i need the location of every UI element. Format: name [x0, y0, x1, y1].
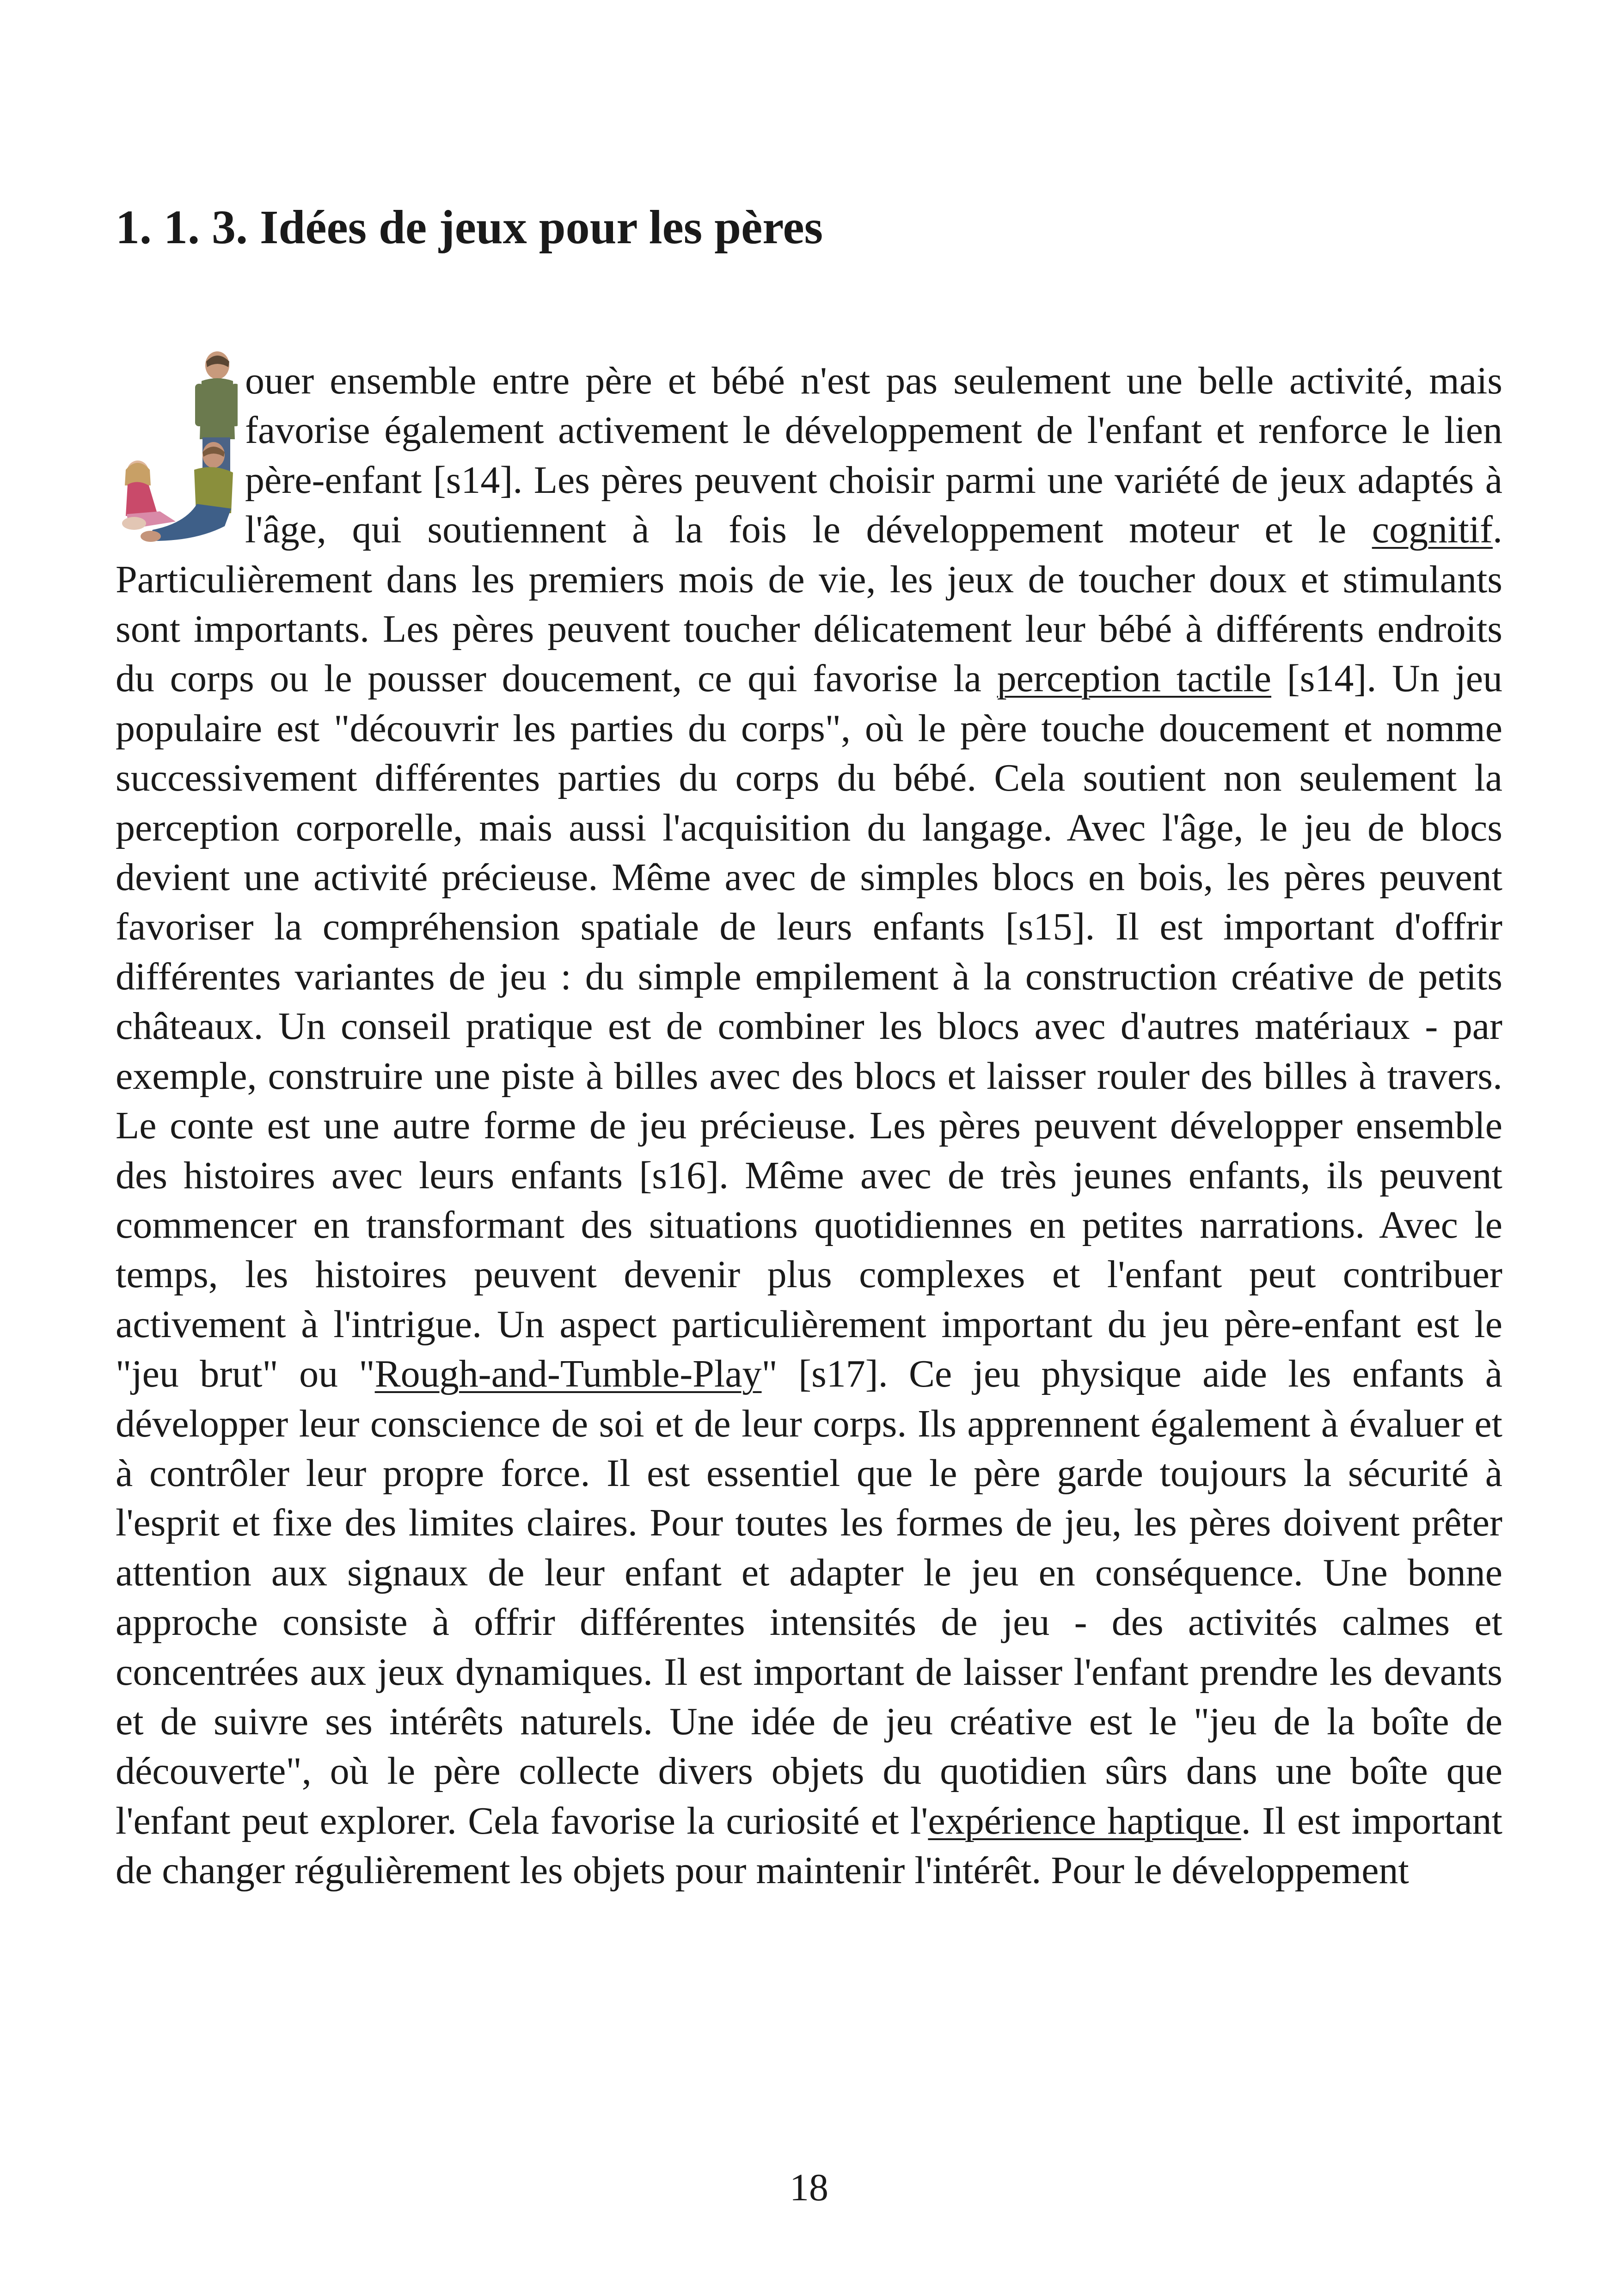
link-experience-haptique[interactable]: expérience haptique — [928, 1799, 1241, 1842]
paragraph-text-4: " [s17]. Ce jeu physique aide les enfants à développer leur conscience de soi et de leur corps. Ils apprennent également à évaluer et à contrôler leur propre force. Il est essentiel que le père garde toujours la sécurité à l'esprit et fixe des limites claires. Pour toutes les formes de jeu, les pères doivent prêter attention aux signaux de leur enfant et adapter le jeu en conséquence. Une bonne approche consiste à offrir différentes intensités de jeu - des activités calmes et concentrées aux jeux dynamiques. Il est important de laisser l'enfant prendre les devants et de suivre ses intérêts naturels. Une idée de jeu créative est le "jeu de la boîte de découverte", où le père collecte divers objets du quotidien sûrs dans une boîte que l'enfant peut explorer. Cela favorise la curiosité et l' — [116, 1352, 1502, 1842]
page-number: 18 — [790, 2166, 828, 2209]
link-perception-tactile[interactable]: perception tactile — [997, 657, 1272, 700]
link-cognitif[interactable]: cognitif — [1372, 508, 1493, 552]
dropcap-j-photo — [116, 351, 238, 550]
link-rough-and-tumble-play[interactable]: Rough-and-Tumble-Play — [374, 1352, 762, 1396]
body-paragraph — [116, 356, 1502, 1896]
paragraph-text-3: [s14]. Un jeu populaire est "découvrir les parties du corps", où le père touche doucement et nomme successivement différentes parties du corps du bébé. Cela soutient non seulement la perception corporelle, mais aussi l'acquisition du langage. Avec l'âge, le jeu de blocs devient une activité précieuse. Même avec de simples blocs en bois, les pères peuvent favoriser la compréhension spatiale de leurs enfants [s15]. Il est important d'offrir différentes variantes de jeu : du simple empilement à la construction créative de petits châteaux. Un conseil pratique est de combiner les blocs avec d'autres matériaux - par exemple, construire une piste à billes avec des blocs et laisser rouler des billes à travers. Le conte est une autre forme de jeu précieuse. Les pères peuvent développer ensemble des histoires avec leurs enfants [s16]. Même avec de très jeunes enfants, ils peuvent commencer en transformant des situations quotidiennes en petites narrations. Avec le temps, les histoires peuvent devenir plus complexes et l'enfant peut contribuer activement à l'intrigue. Un aspect particulièrement important du jeu père-enfant est le "jeu brut" ou " — [116, 657, 1503, 1396]
paragraph-text-2: . Particulièrement dans les premiers mois de vie, les jeux de toucher doux et stimulants sont importants. Les pères peuvent toucher délicatement leur bébé à différents endroits du corps ou le pousser doucement, ce qui favorise la — [116, 508, 1502, 700]
section-heading: 1. 1. 3. Idées de jeux pour les pères — [116, 201, 823, 254]
paragraph-text-1: ouer ensemble entre père et bébé n'est pas seulement une belle activité, mais favorise également activement le développement de l'enfant et renforce le lien père-enfant [s14]. Les pères peuvent choisir parmi une variété de jeux adaptés à l'âge, qui soutiennent à la fois le développement moteur et le — [245, 359, 1502, 552]
paragraph-text-5: . Il est important de changer régulièrement les objets pour maintenir l'intérêt. Pour le développement — [116, 1799, 1503, 1892]
